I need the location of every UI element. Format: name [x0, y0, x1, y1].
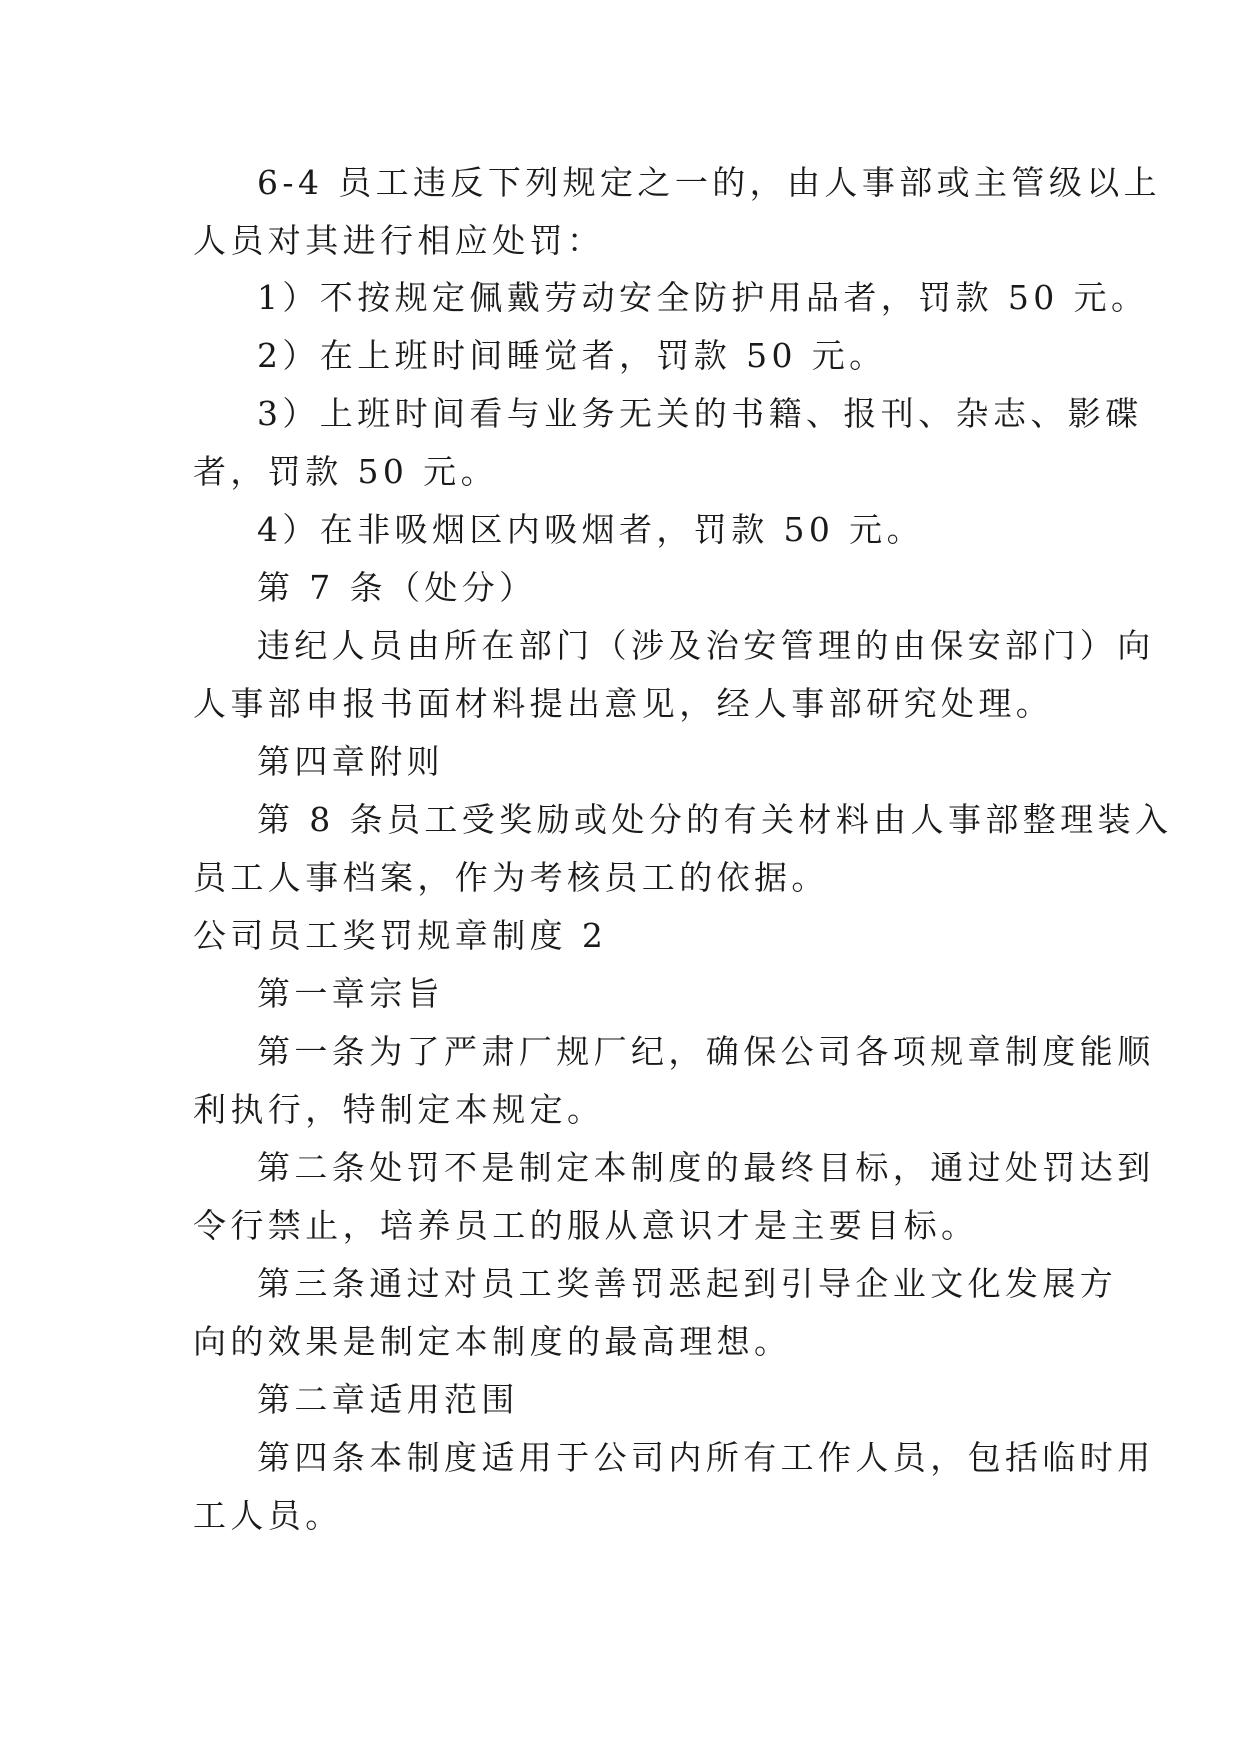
article-heading: 第 7 条（处分） — [257, 568, 537, 607]
paragraph-line: 者，罚款 50 元。 — [193, 452, 498, 491]
paragraph-line: 第 8 条员工受奖励或处分的有关材料由人事部整理装入 — [257, 800, 1173, 839]
list-item: 1）不按规定佩戴劳动安全防护用品者，罚款 50 元。 — [257, 278, 1149, 317]
chapter-heading: 第一章宗旨 — [257, 974, 444, 1013]
paragraph-line: 第一条为了严肃厂规厂纪，确保公司各项规章制度能顺 — [257, 1032, 1155, 1071]
paragraph-line: 违纪人员由所在部门（涉及治安管理的由保安部门）向 — [257, 626, 1155, 665]
section-title: 公司员工奖罚规章制度 2 — [193, 916, 608, 955]
list-item: 2）在上班时间睡觉者，罚款 50 元。 — [257, 336, 887, 375]
list-item: 3）上班时间看与业务无关的书籍、报刊、杂志、影碟 — [257, 394, 1143, 433]
paragraph-line: 6-4 员工违反下列规定之一的，由人事部或主管级以上 — [257, 163, 1162, 202]
paragraph-line: 利执行，特制定本规定。 — [193, 1090, 605, 1129]
paragraph-line: 令行禁止，培养员工的服从意识才是主要目标。 — [193, 1206, 979, 1245]
paragraph-line: 人事部申报书面材料提出意见，经人事部研究处理。 — [193, 684, 1054, 723]
paragraph-line: 第四条本制度适用于公司内所有工作人员，包括临时用 — [257, 1438, 1155, 1477]
list-item: 4）在非吸烟区内吸烟者，罚款 50 元。 — [257, 510, 924, 549]
chapter-heading: 第二章适用范围 — [257, 1380, 519, 1419]
paragraph-line: 工人员。 — [193, 1496, 343, 1535]
paragraph-line: 向的效果是制定本制度的最高理想。 — [193, 1322, 792, 1361]
paragraph-line: 第二条处罚不是制定本制度的最终目标，通过处罚达到 — [257, 1148, 1155, 1187]
chapter-heading: 第四章附则 — [257, 742, 444, 781]
paragraph-line: 员工人事档案，作为考核员工的依据。 — [193, 858, 829, 897]
paragraph-line: 人员对其进行相应处罚： — [193, 221, 605, 260]
paragraph-line: 第三条通过对员工奖善罚恶起到引导企业文化发展方 — [257, 1264, 1118, 1303]
